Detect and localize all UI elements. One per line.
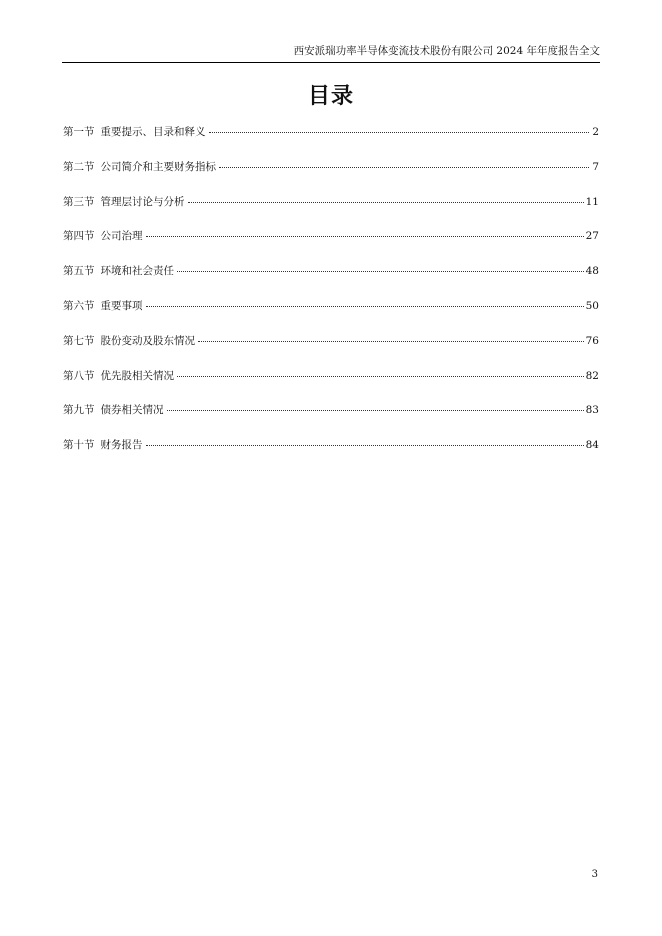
- toc-leader-dots: [177, 271, 584, 272]
- toc-leader-dots: [146, 236, 584, 237]
- toc-section-title: 公司简介和主要财务指标: [100, 160, 216, 173]
- page-number: 3: [591, 869, 598, 880]
- toc-title: 目录: [307, 84, 354, 109]
- toc-leader-dots: [146, 445, 584, 446]
- toc-section-number: 第四节: [63, 230, 95, 243]
- toc-page-number: 83: [585, 404, 599, 417]
- toc-item-9[interactable]: [63, 400, 599, 435]
- toc-section-number: 第十节: [63, 439, 95, 452]
- toc-item-4[interactable]: [63, 226, 599, 261]
- toc-page-number: 76: [585, 334, 599, 347]
- toc-leader-dots: [198, 341, 584, 342]
- toc-section-number: 第五节: [63, 265, 95, 278]
- toc-page-number: 82: [585, 369, 599, 382]
- toc-section-title: 优先股相关情况: [100, 369, 174, 382]
- toc-item-3[interactable]: [63, 192, 599, 227]
- toc-section-title: 公司治理: [100, 230, 143, 243]
- toc-item-2[interactable]: [63, 157, 599, 192]
- toc-section-number: 第八节: [63, 369, 95, 382]
- toc-section-number: 第七节: [63, 334, 95, 347]
- toc-section-number: 第三节: [63, 195, 95, 208]
- toc-item-6[interactable]: [63, 296, 599, 331]
- toc-section-title: 重要提示、目录和释义: [100, 126, 206, 138]
- toc-section-title: 重要事项: [100, 299, 143, 312]
- table-of-contents: [63, 122, 599, 470]
- toc-section-number: 第一节: [63, 126, 95, 138]
- toc-leader-dots: [167, 410, 584, 411]
- toc-item-7[interactable]: [63, 331, 599, 366]
- toc-page-number: 50: [585, 299, 599, 312]
- toc-section-number: 第九节: [63, 404, 95, 417]
- toc-page-number: 2: [592, 126, 599, 138]
- toc-section-title: 环境和社会责任: [100, 265, 174, 278]
- toc-leader-dots: [219, 167, 589, 168]
- toc-section-title: 财务报告: [100, 439, 143, 452]
- toc-leader-dots: [177, 376, 584, 377]
- toc-section-title: 股份变动及股东情况: [100, 334, 195, 347]
- toc-page-number: 27: [585, 230, 599, 243]
- toc-section-number: 第六节: [63, 299, 95, 312]
- toc-item-8[interactable]: [63, 366, 599, 401]
- toc-section-title: 债券相关情况: [100, 404, 164, 417]
- header-text: 西安派瑞功率半导体变流技术股份有限公司 2024 年年度报告全文: [293, 45, 600, 57]
- toc-leader-dots: [209, 132, 590, 133]
- toc-item-10[interactable]: [63, 435, 599, 470]
- page-header: [62, 44, 600, 63]
- toc-item-5[interactable]: [63, 261, 599, 296]
- toc-page-number: 11: [585, 195, 599, 208]
- toc-leader-dots: [146, 306, 584, 307]
- toc-section-title: 管理层讨论与分析: [100, 195, 185, 208]
- toc-item-1[interactable]: [63, 122, 599, 157]
- toc-leader-dots: [188, 202, 584, 203]
- toc-page-number: 84: [585, 439, 599, 452]
- toc-page-number: 48: [585, 265, 599, 278]
- toc-section-number: 第二节: [63, 160, 95, 173]
- toc-page-number: 7: [592, 160, 599, 173]
